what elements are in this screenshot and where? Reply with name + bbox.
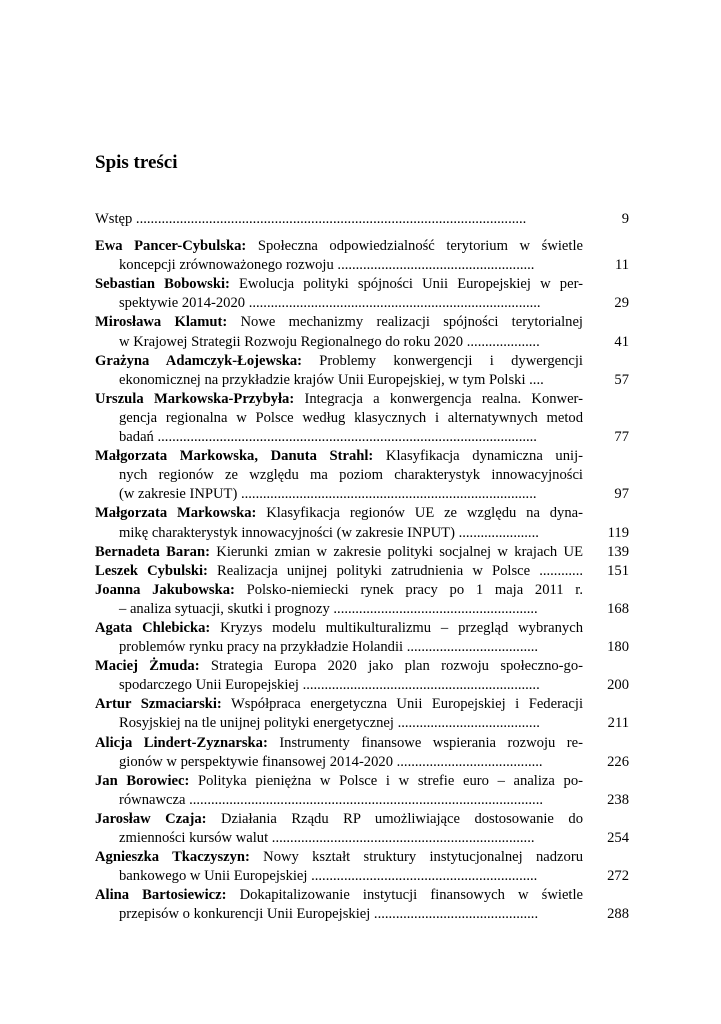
toc-line [95, 676, 629, 695]
toc-entry [95, 504, 629, 542]
toc-line [95, 753, 629, 772]
toc-title-text: Polsko-niemiecki rynek pracy po 1 maja 2011 r. [234, 581, 583, 598]
toc-entry [95, 237, 629, 275]
toc-title-text: Kryzys modelu multikulturalizmu – przegląd wybranych [210, 619, 583, 636]
page-title: Spis treści [95, 152, 178, 173]
toc-line [95, 543, 629, 562]
toc-line [95, 867, 629, 886]
toc-line [95, 638, 629, 657]
toc-page-number: 238 [607, 791, 629, 808]
toc-line [95, 905, 629, 924]
toc-line [95, 466, 629, 485]
toc-line [95, 619, 629, 638]
toc-page-number: 272 [607, 868, 629, 885]
toc-line [95, 734, 629, 753]
toc-line [95, 504, 629, 523]
toc-line [95, 657, 629, 676]
toc-author: Leszek Cybulski: [95, 562, 208, 579]
toc-title-text: Działania Rządu RP umożliwiające dostosowanie do [206, 810, 583, 827]
toc-line [95, 810, 629, 829]
toc-line [95, 829, 629, 848]
toc-title-text: zmienności kursów walut ........................................................................ [119, 830, 535, 846]
toc-author: Urszula Markowska-Przybyła: [95, 390, 295, 407]
table-of-contents [95, 210, 629, 924]
toc-author: Małgorzata Markowska: [95, 505, 257, 522]
toc-line [95, 562, 629, 581]
toc-title-text: Klasyfikacja regionów UE ze względu na dyna- [256, 505, 583, 522]
toc-title-text: Wstęp ........................................................................................................... [95, 211, 527, 227]
toc-title-text: koncepcji zrównoważonego rozwoju ...................................................... [119, 257, 535, 274]
toc-entry [95, 657, 629, 695]
toc-page-number: 151 [607, 562, 629, 579]
toc-title-text: Klasyfikacja dynamiczna unij- [373, 448, 583, 465]
toc-title-text: gionów w perspektywie finansowej 2014-2020 ........................................ [119, 753, 543, 770]
toc-title-text: nych regionów ze względu ma poziom charakterystyk innowacyjności [119, 467, 583, 484]
toc-entry [95, 275, 629, 313]
toc-line [95, 275, 629, 294]
toc-entry [95, 313, 629, 351]
toc-page-number: 168 [607, 600, 629, 617]
toc-page-number: 77 [614, 429, 629, 446]
toc-page-number: 119 [607, 524, 629, 541]
toc-line [95, 294, 629, 313]
toc-entry [95, 543, 629, 562]
toc-line [95, 447, 629, 466]
toc-author: Agata Chlebicka: [95, 619, 211, 636]
toc-entry [95, 352, 629, 390]
toc-line [95, 409, 629, 428]
toc-entry [95, 810, 629, 848]
toc-author: Jan Borowiec: [95, 772, 190, 789]
toc-title-text: Współpraca energetyczna Unii Europejskiej i Federacji [221, 696, 583, 713]
toc-title-text: Integracja a konwergencja realna. Konwer- [294, 390, 583, 407]
toc-page-number: 29 [614, 295, 629, 312]
toc-title-text: spodarczego Unii Europejskiej ................................................................. [119, 677, 540, 694]
toc-title-text: w Krajowej Strategii Rozwoju Regionalnego do roku 2020 .................... [119, 333, 540, 350]
toc-title-text: Społeczna odpowiedzialność terytorium w świetle [246, 238, 583, 255]
toc-title-text: Polityka pieniężna w Polsce i w strefie euro – analiza po- [189, 772, 584, 789]
toc-line [95, 237, 629, 256]
toc-line [95, 256, 629, 275]
toc-entry [95, 734, 629, 772]
toc-line [95, 352, 629, 371]
toc-entry [95, 581, 629, 619]
toc-entry [95, 447, 629, 504]
toc-page-number: 97 [614, 486, 629, 503]
toc-entry [95, 695, 629, 733]
toc-line [95, 210, 629, 229]
toc-page-number: 57 [614, 371, 629, 388]
toc-title-text: Kierunki zmian w zakresie polityki socjalnej w krajach UE [209, 543, 583, 560]
toc-title-text: Nowy kształt struktury instytucjonalnej nadzoru [249, 849, 583, 866]
toc-line [95, 371, 629, 390]
toc-line [95, 524, 629, 543]
toc-page-number: 200 [607, 677, 629, 694]
toc-title-text: Instrumenty finansowe wspierania rozwoju re- [267, 734, 583, 751]
toc-title-text: Dokapitalizowanie instytucji finansowych w świetle [226, 887, 584, 904]
toc-author: Agnieszka Tkaczyszyn: [95, 849, 250, 866]
toc-title-text: równawcza ................................................................................................. [119, 791, 543, 808]
toc-line [95, 313, 629, 332]
toc-line [95, 581, 629, 600]
toc-title-text: (w zakresie INPUT) ................................................................................. [119, 486, 537, 503]
toc-page-number: 226 [607, 753, 629, 770]
toc-line [95, 695, 629, 714]
toc-author: Mirosława Klamut: [95, 314, 228, 331]
toc-line [95, 848, 629, 867]
toc-line [95, 714, 629, 733]
toc-title-text: badań ........................................................................................................ [119, 429, 537, 446]
toc-line [95, 390, 629, 409]
toc-page-number: 41 [614, 333, 629, 350]
toc-line [95, 485, 629, 504]
toc-line [95, 772, 629, 791]
toc-page-number: 139 [607, 543, 629, 560]
toc-entry [95, 562, 629, 581]
toc-author: Grażyna Adamczyk-Łojewska: [95, 352, 302, 369]
toc-page-number: 180 [607, 639, 629, 656]
toc-entry [95, 210, 629, 229]
toc-title-text: gencja regionalna w Polsce według klasycznych i alternatywnych metod [119, 409, 583, 426]
toc-author: Artur Szmaciarski: [95, 696, 222, 713]
toc-title-text: Nowe mechanizmy realizacji spójności terytorialnej [227, 314, 583, 331]
toc-author: Alina Bartosiewicz: [95, 887, 227, 904]
toc-entry [95, 848, 629, 886]
toc-title-text: Realizacja unijnej polityki zatrudnienia w Polsce ............ [207, 562, 583, 579]
toc-title-text: mikę charakterystyk innowacyjności (w zakresie INPUT) ...................... [119, 524, 539, 541]
toc-page-number: 11 [614, 257, 629, 274]
toc-author: Alicja Lindert-Zyznarska: [95, 734, 268, 751]
toc-title-text: bankowego w Unii Europejskiej .............................................................. [119, 868, 538, 885]
toc-entry [95, 886, 629, 924]
toc-title-text: – analiza sytuacji, skutki i prognozy ........................................................ [119, 600, 538, 617]
toc-line [95, 333, 629, 352]
toc-author: Maciej Żmuda: [95, 658, 200, 675]
toc-title-text: Strategia Europa 2020 jako plan rozwoju społeczno-go- [199, 658, 583, 675]
toc-title-text: problemów rynku pracy na przykładzie Holandii .................................... [119, 639, 539, 656]
toc-entry [95, 390, 629, 447]
toc-author: Joanna Jakubowska: [95, 581, 235, 598]
toc-line [95, 600, 629, 619]
toc-title-text: Problemy konwergencji i dywergencji [302, 352, 583, 369]
toc-line [95, 886, 629, 905]
toc-author: Małgorzata Markowska, Danuta Strahl: [95, 448, 374, 465]
toc-page-number: 254 [607, 830, 629, 846]
toc-title-text: spektywie 2014-2020 ................................................................................ [119, 295, 541, 312]
toc-author: Bernadeta Baran: [95, 543, 210, 560]
toc-author: Ewa Pancer-Cybulska: [95, 238, 247, 255]
toc-line [95, 428, 629, 447]
toc-entry [95, 619, 629, 657]
toc-page-number: 288 [607, 906, 629, 923]
toc-entry [95, 772, 629, 810]
toc-title-text: przepisów o konkurencji Unii Europejskiej ............................................. [119, 906, 539, 923]
toc-author: Sebastian Bobowski: [95, 276, 230, 293]
toc-title-text: Rosyjskiej na tle unijnej polityki energetycznej ....................................... [119, 715, 540, 732]
toc-line [95, 791, 629, 810]
toc-author: Jarosław Czaja: [95, 810, 207, 827]
toc-page-number: 9 [621, 211, 629, 227]
toc-title-text: Ewolucja polityki spójności Unii Europejskiej w per- [229, 276, 583, 293]
toc-page-number: 211 [607, 715, 629, 732]
toc-title-text: ekonomicznej na przykładzie krajów Unii Europejskiej, w tym Polski .... [119, 371, 544, 388]
